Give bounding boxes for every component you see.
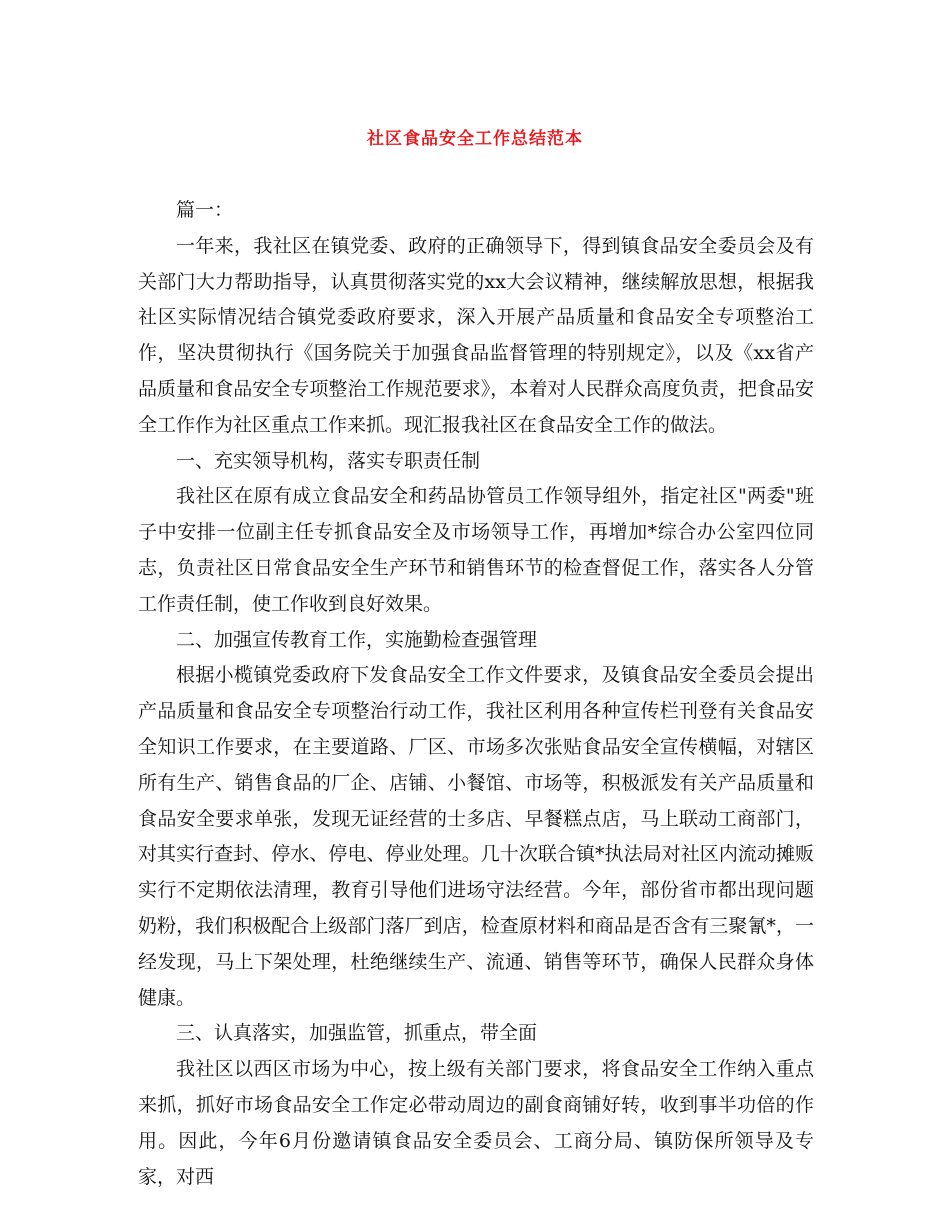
document-body xyxy=(138,193,814,1195)
paragraph-section-3: 我社区以西区市场为中心，按上级有关部门要求，将食品安全工作纳入重点来抓，抓好市场食品安全工作定必带动周边的副食商铺好转，收到事半功倍的作用。因此，今年6月份邀请镇食品安全委员会、工商分局、镇防保所领导及专家，对西 xyxy=(138,1058,814,1188)
document-title: 社区食品安全工作总结范本 xyxy=(367,129,583,149)
paragraph-section-1: 我社区在原有成立食品安全和药品协管员工作领导组外，指定社区"两委"班子中安排一位副主任专抓食品安全及市场领导工作，再增加*综合办公室四位同志，负责社区日常食品安全生产环节和销售环节的检查督促工作，落实各人分管工作责任制，使工作收到良好效果。 xyxy=(138,485,814,615)
paragraph-section-2: 根据小榄镇党委政府下发食品安全工作文件要求，及镇食品安全委员会提出产品质量和食品安全专项整治行动工作，我社区利用各种宣传栏刊登有关食品安全知识工作要求，在主要道路、厂区、市场多次张贴食品安全宣传横幅，对辖区所有生产、销售食品的厂企、店铺、小餐馆、市场等，积极派发有关产品质量和食品安全要求单张，发现无证经营的士多店、早餐糕点店，马上联动工商部门，对其实行查封、停水、停电、停业处理。几十次联合镇*执法局对社区内流动摊贩实行不定期依法清理，教育引导他们进场守法经营。今年，部份省市都出现问题奶粉，我们积极配合上级部门落厂到店，检查原材料和商品是否含有三聚氰*，一经发现，马上下架处理，杜绝继续生产、流通、销售等环节，确保人民群众身体健康。 xyxy=(138,664,814,1009)
heading-section-2: 二、加强宣传教育工作，实施勤检查强管理 xyxy=(176,628,538,651)
heading-section-1: 一、充实领导机构，落实专职责任制 xyxy=(176,449,481,472)
heading-section-3: 三、认真落实，加强监管，抓重点，带全面 xyxy=(176,1022,538,1045)
paragraph-intro: 一年来，我社区在镇党委、政府的正确领导下，得到镇食品安全委员会及有关部门大力帮助指导，认真贯彻落实党的xx大会议精神，继续解放思想，根据我社区实际情况结合镇党委政府要求，深入开展产品质量和食品安全专项整治工作，坚决贯彻执行《国务院关于加强食品监督管理的特别规定》，以及《xx省产品质量和食品安全专项整治工作规范要求》，本着对人民群众高度负责，把食品安全工作作为社区重点工作来抓。现汇报我社区在食品安全工作的做法。 xyxy=(138,234,814,436)
paragraph-section-label: 篇一： xyxy=(176,199,234,221)
